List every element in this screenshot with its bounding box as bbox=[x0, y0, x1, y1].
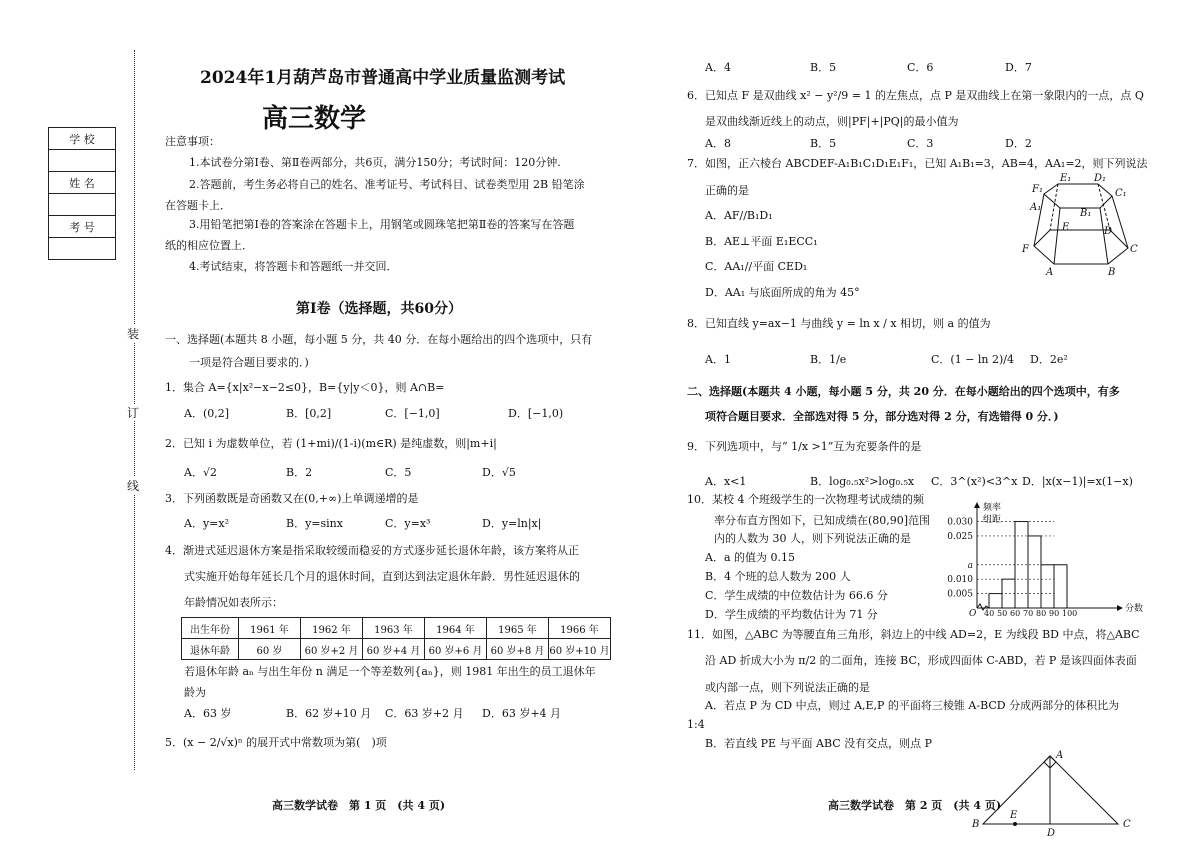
name-label: 姓 名 bbox=[49, 172, 116, 194]
label-f1: F₁ bbox=[1032, 184, 1043, 195]
q3-option-b: B．y=sinx bbox=[286, 517, 343, 530]
q11-line3: 或内部一点，则下列说法正确的是 bbox=[705, 681, 870, 694]
q7-option-d: D．AA₁ 与底面所成的角为 45° bbox=[705, 286, 860, 299]
y-tick-label: 0.005 bbox=[947, 589, 973, 600]
notice-item-4: 4.考试结束，将答题卡和答题纸一并交回． bbox=[189, 260, 398, 273]
q6-option-a: A．8 bbox=[705, 137, 731, 150]
table-cell: 1962 年 bbox=[301, 618, 363, 639]
label-c1: C₁ bbox=[1115, 188, 1127, 199]
x-axis-label: 分数 bbox=[1125, 604, 1144, 614]
y-axis-arrow-icon bbox=[974, 502, 980, 508]
notice-heading: 注意事项： bbox=[165, 135, 220, 148]
q4-line2: 式实施开始每年延长几个月的退休时间，直到达到法定退休年龄．男性延迟退休的 bbox=[184, 570, 580, 583]
x-tick-label: 70 bbox=[1023, 609, 1034, 618]
q8-option-d: D．2e² bbox=[1030, 353, 1068, 366]
label-f: F bbox=[1022, 244, 1029, 255]
q9-option-c: C．3^(x²)<3^x bbox=[931, 475, 1018, 488]
table-cell: 1964 年 bbox=[425, 618, 487, 639]
name-field[interactable] bbox=[49, 194, 116, 216]
q1-stem: 1．集合 A={x|x²−x−2≤0}，B={y|y＜0}，则 A∩B= bbox=[165, 381, 445, 394]
y-label-bottom: 组距 bbox=[983, 515, 1002, 525]
q1-option-a: A．(0,2] bbox=[184, 407, 230, 420]
label-a: A bbox=[1056, 750, 1064, 761]
y-tick-label: 0.010 bbox=[947, 575, 973, 586]
subject-title: 高三数学 bbox=[262, 104, 367, 134]
triangle-figure bbox=[968, 748, 1138, 840]
q2-option-c: C．5 bbox=[385, 466, 412, 479]
table-cell: 60 岁+10 月 bbox=[549, 639, 611, 660]
school-label: 学 校 bbox=[49, 128, 116, 150]
label-d: D bbox=[1104, 226, 1113, 237]
label-b1: B₁ bbox=[1080, 208, 1092, 219]
frustum-bottom-face bbox=[1034, 230, 1128, 264]
x-tick-label: 50 bbox=[997, 609, 1008, 618]
q4-line1: 4．渐进式延迟退休方案是指采取较缓而稳妥的方式逐步延长退休年龄，该方案将从正 bbox=[165, 544, 579, 557]
q5-option-b: B．5 bbox=[810, 61, 837, 74]
label-d1: D₁ bbox=[1094, 173, 1107, 184]
part1-title: 第Ⅰ卷（选择题，共60分） bbox=[296, 301, 463, 317]
q10-option-b: B．4 个班的总人数为 200 人 bbox=[705, 570, 851, 583]
q5-option-c: C．6 bbox=[907, 61, 934, 74]
school-field[interactable] bbox=[49, 150, 116, 172]
notice-item-2b: 在答题卡上． bbox=[165, 199, 231, 212]
notice-item-2: 2.答题前，考生务必将自己的姓名、准考证号、考试科目、试卷类型用 2B 铅笔涂 bbox=[189, 178, 585, 191]
histogram-bar-90-100 bbox=[1054, 565, 1067, 608]
q10-line3: 内的人数为 30 人，则下列说法正确的是 bbox=[714, 532, 911, 545]
table-cell: 60 岁+8 月 bbox=[487, 639, 549, 660]
q4-option-d: D．63 岁+4 月 bbox=[482, 707, 562, 720]
q2-option-b: B．2 bbox=[286, 466, 313, 479]
label-c: C bbox=[1130, 244, 1138, 255]
q10-line2: 率分布直方图如下，已知成绩在(80,90]范围 bbox=[714, 514, 931, 527]
q4-option-c: C．63 岁+2 月 bbox=[385, 707, 464, 720]
notice-item-3: 3.用铅笔把第Ⅰ卷的答案涂在答题卡上，用钢笔或圆珠笔把第Ⅱ卷的答案写在答题 bbox=[189, 218, 575, 231]
y-tick-label: 0.030 bbox=[947, 517, 973, 528]
label-b: B bbox=[1108, 267, 1116, 278]
q11-line5: 1:4 bbox=[687, 718, 705, 731]
label-e: E bbox=[1062, 222, 1070, 233]
notice-item-3b: 纸的相应位置上． bbox=[165, 239, 253, 252]
q11-line4: A．若点 P 为 CD 中点，则过 A,E,P 的平面将三棱锥 A-BCD 分成两部分的体积比为 bbox=[705, 699, 1120, 712]
table-cell: 60 岁 bbox=[239, 639, 301, 660]
q7-line1: 7．如图，正六棱台 ABCDEF-A₁B₁C₁D₁E₁F₁，已知 A₁B₁=3，AB=4，AA₁=2，则下列说法 bbox=[687, 157, 1148, 170]
id-field[interactable] bbox=[49, 238, 116, 260]
q9-option-d: D．|x(x−1)|=x(1−x) bbox=[1022, 475, 1133, 488]
table-cell: 60 岁+4 月 bbox=[363, 639, 425, 660]
y-tick-label: 0.025 bbox=[947, 531, 973, 542]
footer-right: 高三数学试卷 第 2 页 (共 4 页) bbox=[828, 799, 1002, 812]
label-e1: E₁ bbox=[1060, 173, 1072, 184]
section2-line1: 二、选择题(本题共 4 小题，每小题 5 分，共 20 分．在每小题给出的四个选项中，有多 bbox=[687, 385, 1120, 398]
binding-mark-zhuang: 装 bbox=[127, 327, 140, 341]
q11-line1: 11．如图，△ABC 为等腰直角三角形，斜边上的中线 AD=2，E 为线段 BD 中点，将△ABC bbox=[687, 628, 1140, 641]
retirement-age-table bbox=[181, 617, 611, 660]
q4-option-a: A．63 岁 bbox=[184, 707, 232, 720]
x-tick-label: 60 bbox=[1010, 609, 1021, 618]
x-tick-label: 90 bbox=[1049, 609, 1060, 618]
q6-option-b: B．5 bbox=[810, 137, 837, 150]
q8-stem: 8．已知直线 y=ax−1 与曲线 y = ln x / x 相切，则 a 的值为 bbox=[687, 317, 991, 330]
q8-option-b: B．1/e bbox=[810, 353, 847, 366]
table-cell: 1961 年 bbox=[239, 618, 301, 639]
q9-stem: 9．下列选项中，与“ 1/x >1”互为充要条件的是 bbox=[687, 440, 922, 453]
q7-option-c: C．AA₁//平面 CED₁ bbox=[705, 260, 808, 273]
x-tick-label: 80 bbox=[1036, 609, 1047, 618]
table-cell: 1966 年 bbox=[549, 618, 611, 639]
q8-option-a: A．1 bbox=[705, 353, 731, 366]
q7-line2: 正确的是 bbox=[705, 184, 749, 197]
q6-option-d: D．2 bbox=[1005, 137, 1032, 150]
table-cell: 1965 年 bbox=[487, 618, 549, 639]
q10-line1: 10．某校 4 个班级学生的一次物理考试成绩的频 bbox=[687, 493, 924, 506]
q1-option-c: C．[−1,0] bbox=[385, 407, 440, 420]
q11-line2: 沿 AD 折成大小为 π/2 的二面角，连接 BC，形成四面体 C-ABD，若 P 是该四面体表面 bbox=[705, 654, 1137, 667]
q4-after1: 若退休年龄 aₙ 与出生年份 n 满足一个等差数列{aₙ}，则 1981 年出生的员工退休年 bbox=[184, 665, 596, 678]
q3-option-c: C．y=x³ bbox=[385, 517, 431, 530]
table-cell: 60 岁+6 月 bbox=[425, 639, 487, 660]
y-label-top: 频率 bbox=[983, 503, 1002, 513]
q5-option-d: D．7 bbox=[1005, 61, 1032, 74]
q1-option-b: B．[0,2] bbox=[286, 407, 332, 420]
section1-line1: 一、选择题(本题共 8 小题，每小题 5 分，共 40 分．在每小题给出的四个选项中，只有 bbox=[165, 333, 593, 346]
label-a: A bbox=[1046, 267, 1054, 278]
section1-line2: 一项是符合题目要求的．) bbox=[189, 356, 309, 369]
q10-option-c: C．学生成绩的中位数估计为 66.6 分 bbox=[705, 589, 888, 602]
q6-line2: 是双曲线渐近线上的动点，则|PF|+|PQ|的最小值为 bbox=[705, 115, 959, 128]
label-c: C bbox=[1123, 819, 1131, 830]
q1-option-d: D．[−1,0) bbox=[508, 407, 564, 420]
q8-option-c: C．(1 − ln 2)/4 bbox=[931, 353, 1015, 366]
q3-option-a: A．y=x² bbox=[184, 517, 229, 530]
q2-option-a: A．√2 bbox=[184, 466, 217, 479]
q7-option-a: A．AF//B₁D₁ bbox=[705, 209, 773, 222]
q5-stem: 5．(x − 2/√x)ⁿ 的展开式中常数项为第( )项 bbox=[165, 736, 387, 749]
label-a1: A₁ bbox=[1030, 202, 1042, 213]
notice-item-1: 1.本试卷分第Ⅰ卷、第Ⅱ卷两部分，共6页，满分150分；考试时间：120分钟. bbox=[189, 156, 561, 169]
q10-option-d: D．学生成绩的平均数估计为 71 分 bbox=[705, 608, 878, 621]
histogram-bar-40-50 bbox=[989, 594, 1002, 608]
label-e: E bbox=[1010, 810, 1018, 821]
q11-line6: B．若直线 PE 与平面 ABC 没有交点，则点 P bbox=[705, 737, 933, 750]
x-axis-arrow-icon bbox=[1117, 605, 1123, 611]
table-header-year: 出生年份 bbox=[182, 618, 239, 639]
q2-option-d: D．√5 bbox=[482, 466, 516, 479]
binding-mark-xian: 线 bbox=[127, 479, 140, 493]
x-tick-label: 40 bbox=[984, 609, 995, 618]
q10-option-a: A．a 的值为 0.15 bbox=[705, 551, 795, 564]
exam-title: 2024年1月葫芦岛市普通高中学业质量监测考试 bbox=[200, 68, 566, 88]
x-tick-label: 100 bbox=[1062, 609, 1078, 618]
histogram-bar-70-80 bbox=[1028, 536, 1041, 608]
q9-option-b: B．log₀.₅x²>log₀.₅x bbox=[810, 475, 915, 488]
label-b: B bbox=[972, 819, 980, 830]
q6-option-c: C．3 bbox=[907, 137, 934, 150]
table-cell: 1963 年 bbox=[363, 618, 425, 639]
label-d: D bbox=[1047, 828, 1056, 839]
table-header-age: 退休年龄 bbox=[182, 639, 239, 660]
q6-line1: 6．已知点 F 是双曲线 x² − y²/9 = 1 的左焦点，点 P 是双曲线上在第一象限内的一点，点 Q bbox=[687, 89, 1144, 102]
table-cell: 60 岁+2 月 bbox=[301, 639, 363, 660]
footer-left: 高三数学试卷 第 1 页 (共 4 页) bbox=[272, 799, 446, 812]
section2-line2: 项符合题目要求．全部选对得 5 分，部分选对得 2 分，有选错得 0 分．) bbox=[705, 410, 1059, 423]
q9-option-a: A．x<1 bbox=[705, 475, 747, 488]
point-e bbox=[1013, 822, 1017, 826]
q3-stem: 3．下列函数既是奇函数又在(0,+∞)上单调递增的是 bbox=[165, 492, 419, 505]
origin-label: O bbox=[969, 609, 977, 618]
y-tick-label: a bbox=[967, 560, 973, 571]
frustum-figure bbox=[1020, 172, 1140, 284]
histogram-bar-80-90 bbox=[1041, 565, 1054, 608]
q4-line3: 年龄情况如表所示： bbox=[184, 596, 283, 609]
frequency-histogram bbox=[935, 500, 1145, 618]
q3-option-d: D．y=ln|x| bbox=[482, 517, 542, 530]
q4-option-b: B．62 岁+10 月 bbox=[286, 707, 372, 720]
q7-option-b: B．AE⊥平面 E₁ECC₁ bbox=[705, 235, 818, 248]
q2-stem: 2．已知 i 为虚数单位，若 (1+mi)/(1-i)(m∈R) 是纯虚数，则|m+i| bbox=[165, 437, 497, 450]
q5-option-a: A．4 bbox=[705, 61, 731, 74]
id-label: 考 号 bbox=[49, 216, 116, 238]
q4-after2: 龄为 bbox=[184, 686, 206, 699]
binding-mark-ding: 订 bbox=[127, 406, 140, 420]
student-info-box bbox=[48, 127, 116, 260]
